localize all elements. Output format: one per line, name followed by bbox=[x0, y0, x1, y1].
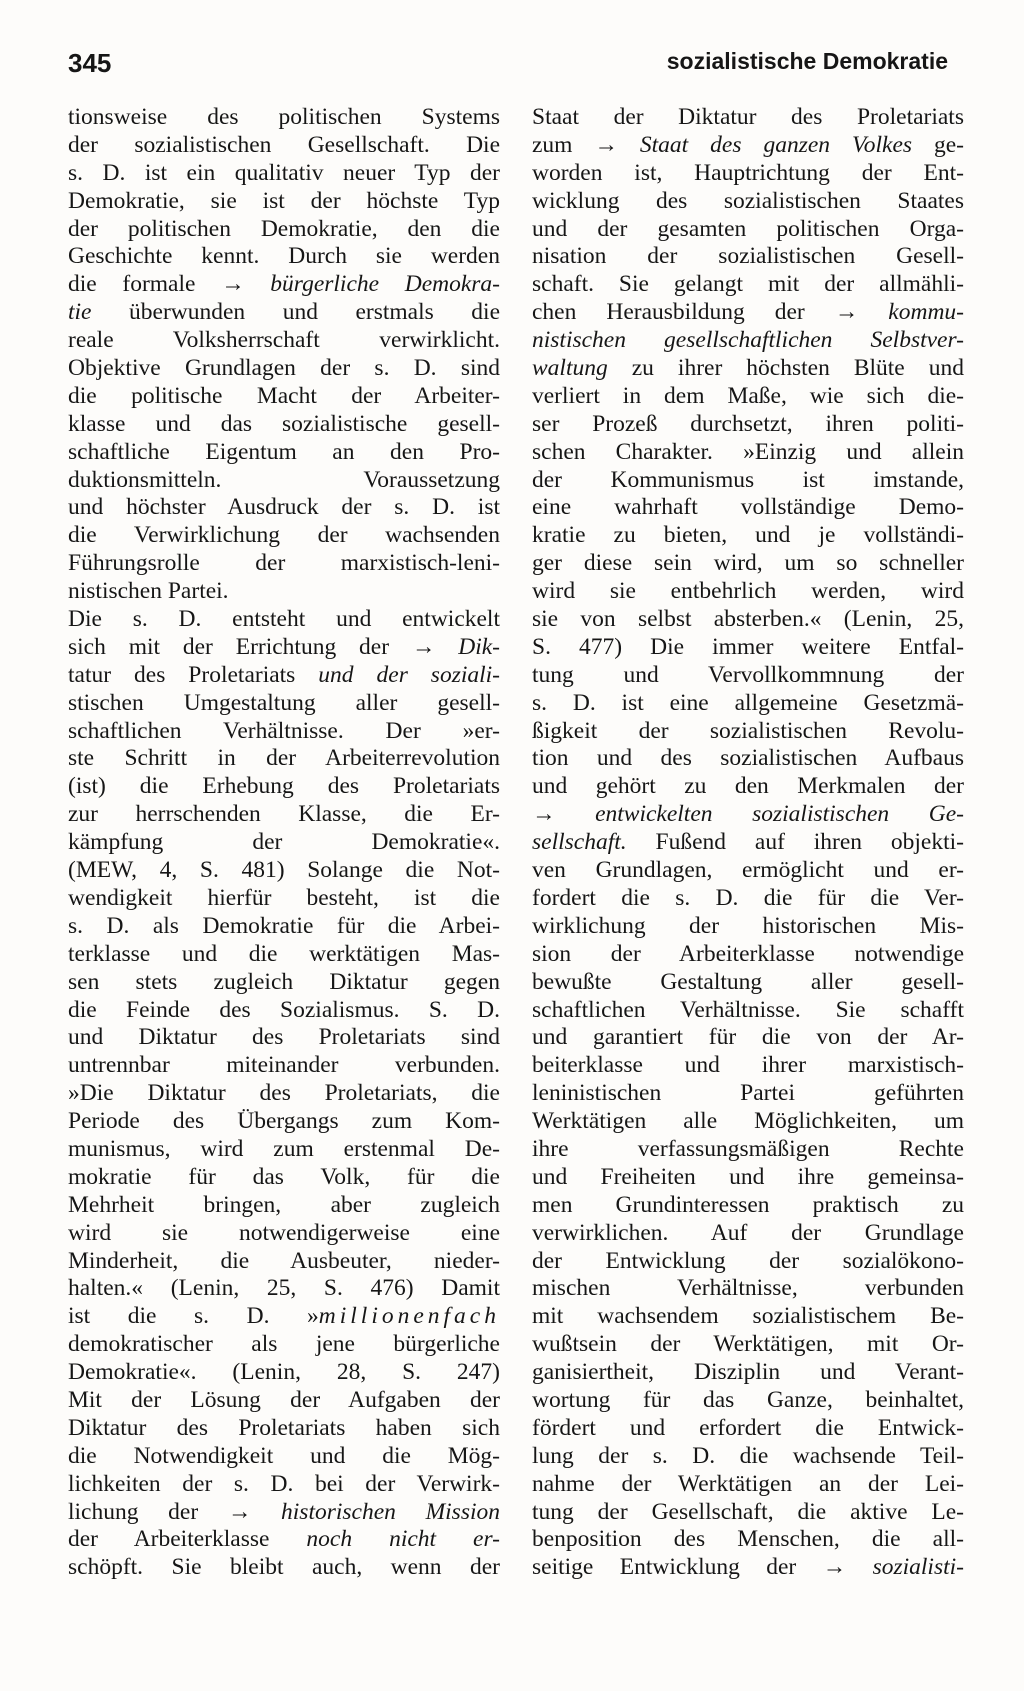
text-line: wendigkeit hierfür besteht, ist die bbox=[68, 884, 500, 911]
text-line: der Kommunismus ist imstande, bbox=[532, 466, 964, 493]
text-line: untrennbar miteinander verbunden. bbox=[68, 1052, 500, 1079]
text-line: → entwickelten sozialistischen Ge- bbox=[532, 801, 964, 828]
text-line: nistischen Partei. bbox=[68, 578, 229, 605]
text-line: kratie zu bieten, und je vollständi- bbox=[532, 522, 964, 549]
right-text-column bbox=[532, 104, 964, 1582]
text-line: Demokratie, sie ist der höchste Typ bbox=[68, 187, 500, 214]
text-line: ger diese sein wird, um so schneller bbox=[532, 550, 964, 577]
text-line: ßigkeit der sozialistischen Revolu- bbox=[532, 717, 964, 744]
text-line: worden ist, Hauptrichtung der Ent- bbox=[532, 159, 964, 186]
text-line: stischen Umgestaltung aller gesell- bbox=[68, 689, 500, 716]
text-line: der Arbeiterklasse noch nicht er- bbox=[68, 1526, 500, 1553]
text-line: der Entwicklung der sozialökono- bbox=[532, 1247, 964, 1274]
text-line: Objektive Grundlagen der s. D. sind bbox=[68, 355, 500, 382]
text-line: terklasse und die werktätigen Mas- bbox=[68, 940, 500, 967]
text-line: und garantiert für die von der Ar- bbox=[532, 1024, 964, 1051]
text-line: waltung zu ihrer höchsten Blüte und bbox=[532, 355, 964, 382]
text-line: zum → Staat des ganzen Volkes ge- bbox=[532, 131, 964, 158]
text-line: wirklichung der historischen Mis- bbox=[532, 912, 964, 939]
text-line: Die s. D. entsteht und entwickelt bbox=[68, 606, 500, 633]
text-line: ste Schritt in der Arbeiterrevolution bbox=[68, 745, 500, 772]
text-line: tie überwunden und erstmals die bbox=[68, 299, 500, 326]
text-line: (MEW, 4, S. 481) Solange die Not- bbox=[68, 857, 500, 884]
text-line: die formale → bürgerliche Demokra- bbox=[68, 271, 500, 298]
text-line: lung der s. D. die wachsende Teil- bbox=[532, 1442, 964, 1469]
text-line: mokratie für das Volk, für die bbox=[68, 1163, 500, 1190]
text-line: leninistischen Partei geführten bbox=[532, 1080, 964, 1107]
text-line: s. D. als Demokratie für die Arbei- bbox=[68, 912, 500, 939]
text-line: munismus, wird zum erstenmal De- bbox=[68, 1135, 500, 1162]
text-line: Minderheit, die Ausbeuter, nieder- bbox=[68, 1247, 500, 1274]
text-line: wird sie notwendigerweise eine bbox=[68, 1219, 500, 1246]
text-line: »Die Diktatur des Proletariats, die bbox=[68, 1080, 500, 1107]
text-line: ihre verfassungsmäßigen Rechte bbox=[532, 1135, 964, 1162]
text-line: Staat der Diktatur des Proletariats bbox=[532, 104, 964, 130]
text-line: sen stets zugleich Diktatur gegen bbox=[68, 968, 500, 995]
text-line: halten.« (Lenin, 25, S. 476) Damit bbox=[68, 1275, 500, 1302]
text-line: schen Charakter. »Einzig und allein bbox=[532, 438, 964, 465]
text-line: Demokratie«. (Lenin, 28, S. 247) bbox=[68, 1359, 500, 1386]
text-line: und Diktatur des Proletariats sind bbox=[68, 1024, 500, 1051]
text-line: eine wahrhaft vollständige Demo- bbox=[532, 494, 964, 521]
text-line: bewußte Gestaltung aller gesell- bbox=[532, 968, 964, 995]
text-line: wird sie entbehrlich werden, wird bbox=[532, 578, 964, 605]
text-line: lichkeiten der s. D. bei der Verwirk- bbox=[68, 1470, 500, 1497]
text-line: Führungsrolle der marxistisch-leni- bbox=[68, 550, 500, 577]
text-line: und der gesamten politischen Orga- bbox=[532, 215, 964, 242]
text-line: tion und des sozialistischen Aufbaus bbox=[532, 745, 964, 772]
text-line: s. D. ist ein qualitativ neuer Typ der bbox=[68, 159, 500, 186]
text-line: chen Herausbildung der → kommu- bbox=[532, 299, 964, 326]
left-text-column bbox=[68, 104, 500, 1582]
page-number: 345 bbox=[68, 48, 112, 78]
text-line: lichung der → historischen Mission bbox=[68, 1498, 500, 1525]
text-line: sellschaft. Fußend auf ihren objekti- bbox=[532, 829, 964, 856]
running-head: sozialistische Demokratie bbox=[666, 48, 948, 74]
text-line: tatur des Proletariats und der soziali- bbox=[68, 661, 500, 688]
text-line: schöpft. Sie bleibt auch, wenn der bbox=[68, 1554, 500, 1581]
text-line: beiterklasse und ihrer marxistisch- bbox=[532, 1052, 964, 1079]
text-line: tionsweise des politischen Systems bbox=[68, 104, 500, 130]
text-line: die Feinde des Sozialismus. S. D. bbox=[68, 996, 500, 1023]
text-line: Werktätigen alle Möglichkeiten, um bbox=[532, 1108, 964, 1135]
text-line: schaftlichen Verhältnisse. Der »er- bbox=[68, 717, 500, 744]
text-line: tung der Gesellschaft, die aktive Le- bbox=[532, 1498, 964, 1525]
text-line: sich mit der Errichtung der → Dik- bbox=[68, 633, 500, 660]
text-line: die Verwirklichung der wachsenden bbox=[68, 522, 500, 549]
text-line: schaft. Sie gelangt mit der allmähli- bbox=[532, 271, 964, 298]
text-line: der politischen Demokratie, den die bbox=[68, 215, 500, 242]
text-line: S. 477) Die immer weitere Entfal- bbox=[532, 633, 964, 660]
text-line: seitige Entwicklung der → sozialisti- bbox=[532, 1554, 964, 1581]
text-line: Mehrheit bringen, aber zugleich bbox=[68, 1191, 500, 1218]
text-line: sie von selbst absterben.« (Lenin, 25, bbox=[532, 606, 964, 633]
text-line: tung und Vervollkommnung der bbox=[532, 661, 964, 688]
text-line: Diktatur des Proletariats haben sich bbox=[68, 1414, 500, 1441]
text-line: Periode des Übergangs zum Kom- bbox=[68, 1108, 500, 1135]
text-line: s. D. ist eine allgemeine Gesetzmä- bbox=[532, 689, 964, 716]
text-line: men Grundinteressen praktisch zu bbox=[532, 1191, 964, 1218]
text-line: nistischen gesellschaftlichen Selbstver- bbox=[532, 327, 964, 354]
text-line: zur herrschenden Klasse, die Er- bbox=[68, 801, 500, 828]
text-line: nisation der sozialistischen Gesell- bbox=[532, 243, 964, 270]
text-line: der sozialistischen Gesellschaft. Die bbox=[68, 131, 500, 158]
text-line: klasse und das sozialistische gesell- bbox=[68, 410, 500, 437]
text-line: benposition des Menschen, die all- bbox=[532, 1526, 964, 1553]
text-line: ser Prozeß durchsetzt, ihren politi- bbox=[532, 410, 964, 437]
text-line: die Notwendigkeit und die Mög- bbox=[68, 1442, 500, 1469]
page-header bbox=[68, 48, 948, 84]
text-line: fordert die s. D. die für die Ver- bbox=[532, 884, 964, 911]
text-line: sion der Arbeiterklasse notwendige bbox=[532, 940, 964, 967]
text-line: ist die s. D. »millionenfach bbox=[68, 1303, 500, 1330]
text-line: ganisiertheit, Disziplin und Verant- bbox=[532, 1359, 964, 1386]
text-line: wortung für das Ganze, beinhaltet, bbox=[532, 1386, 964, 1413]
text-line: kämpfung der Demokratie«. bbox=[68, 829, 500, 856]
text-line: schaftliche Eigentum an den Pro- bbox=[68, 438, 500, 465]
text-line: Mit der Lösung der Aufgaben der bbox=[68, 1386, 500, 1413]
text-line: verliert in dem Maße, wie sich die- bbox=[532, 382, 964, 409]
text-line: demokratischer als jene bürgerliche bbox=[68, 1331, 500, 1358]
text-line: nahme der Werktätigen an der Lei- bbox=[532, 1470, 964, 1497]
text-line: ven Grundlagen, ermöglicht und er- bbox=[532, 857, 964, 884]
text-line: mischen Verhältnisse, verbunden bbox=[532, 1275, 964, 1302]
text-line: duktionsmitteln. Voraussetzung bbox=[68, 466, 500, 493]
text-line: und gehört zu den Merkmalen der bbox=[532, 773, 964, 800]
text-line: wicklung des sozialistischen Staates bbox=[532, 187, 964, 214]
text-line: (ist) die Erhebung des Proletariats bbox=[68, 773, 500, 800]
text-line: wußtsein der Werktätigen, mit Or- bbox=[532, 1331, 964, 1358]
text-line: reale Volksherrschaft verwirklicht. bbox=[68, 327, 500, 354]
text-line: und Freiheiten und ihre gemeinsa- bbox=[532, 1163, 964, 1190]
text-line: die politische Macht der Arbeiter- bbox=[68, 382, 500, 409]
text-line: und höchster Ausdruck der s. D. ist bbox=[68, 494, 500, 521]
text-line: fördert und erfordert die Entwick- bbox=[532, 1414, 964, 1441]
text-line: mit wachsendem sozialistischem Be- bbox=[532, 1303, 964, 1330]
text-line: schaftlichen Verhältnisse. Sie schafft bbox=[532, 996, 964, 1023]
text-line: verwirklichen. Auf der Grundlage bbox=[532, 1219, 964, 1246]
text-line: Geschichte kennt. Durch sie werden bbox=[68, 243, 500, 270]
